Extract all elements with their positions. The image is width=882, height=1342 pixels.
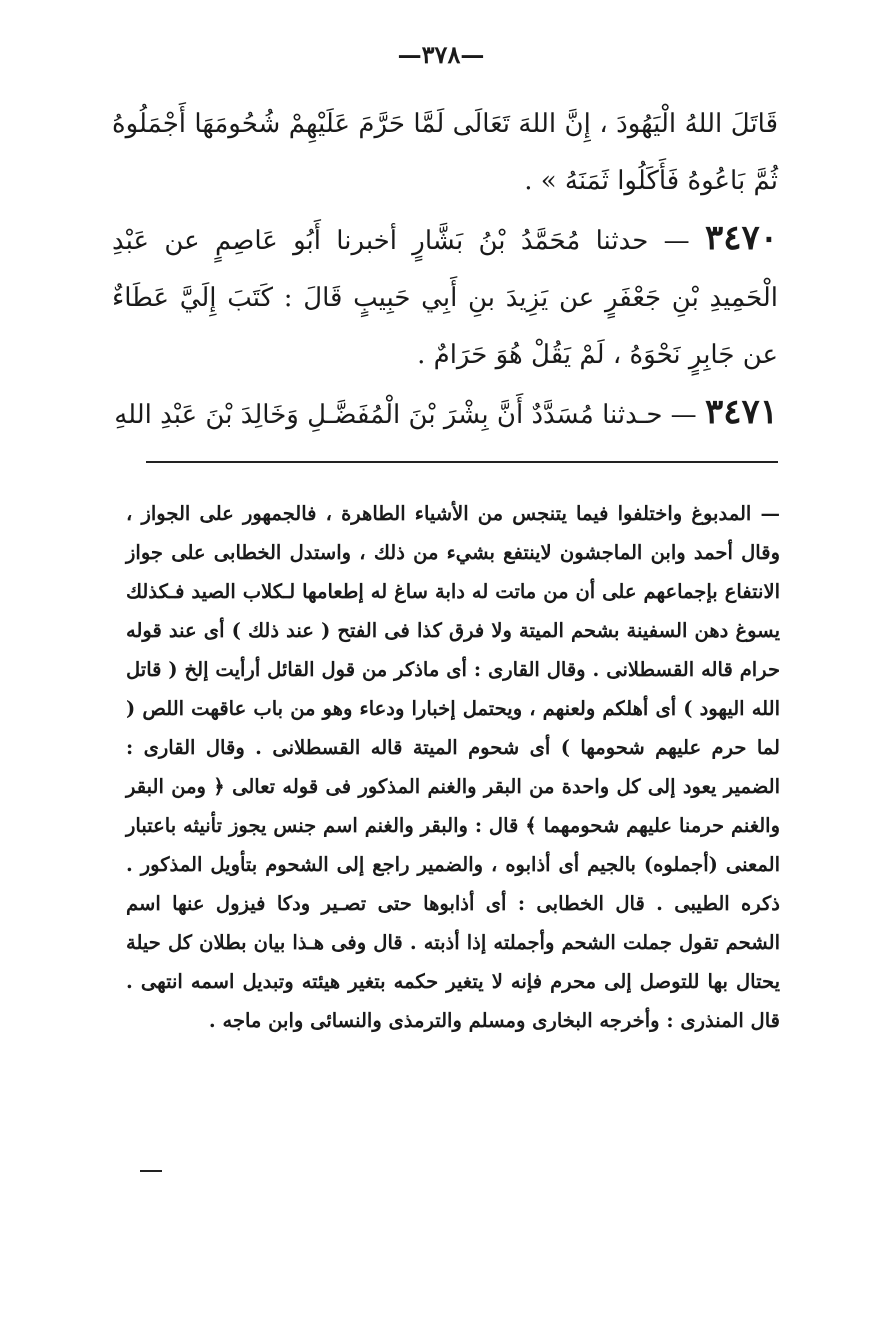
main-hadith-text xyxy=(112,96,778,444)
commentary-footnote xyxy=(126,494,780,1040)
hadith-number: ٣٤٧١ xyxy=(704,392,778,432)
page-number: —٣٧٨— xyxy=(397,40,485,69)
hadith-3471 xyxy=(112,384,778,444)
hadith-text: — حـدثنا مُسَدَّدٌ أَنَّ بِشْرَ بْنَ الْمُفَضَّـلِ وَخَالِدَ بْنَ عَبْدِ اللهِ xyxy=(114,400,697,430)
hadith-continuation: قَاتَلَ اللهُ الْيَهُودَ ، إِنَّ اللهَ تَعَالَى لَمَّا حَرَّمَ عَلَيْهِمْ شُحُومَهَا أَجْمَلُوهُ ثُمَّ بَاعُوهُ فَأَكَلُوا ثَمَنَهُ » . xyxy=(112,109,778,196)
footnote-divider xyxy=(146,461,778,463)
continuation-dash xyxy=(140,1170,162,1172)
commentary-text: — المدبوغ واختلفوا فيما يتنجس من الأشياء الطاهرة ، فالجمهور على الجواز ، وقال أحمد وابن الماجشون لاينتفع بشيء من ذلك ، واستدل الخطابى على جواز الانتفاع بإجماعهم على أن من ماتت له دابة ساغ له إطعامها لـكلاب الصيد فـكذلك يسوغ دهن السفينة بشحم الميتة ولا فرق كذا فى الفتح ( عند ذلك ) أى عند قوله حرام قاله القسطلانى . وقال القارى : أى ماذكر من قول القائل أرأيت إلخ ( قاتل الله اليهود ) أى أهلكم ولعنهم ، ويحتمل إخبارا ودعاء وهو من باب عاقهت اللص ( لما حرم عليهم شحومها ) أى شحوم الميتة قاله القسطلانى . وقال القارى : الضمير يعود إلى كل واحدة من البقر والغنم المذكور فى قوله تعالى ﴿ ومن البقر والغنم حرمنا عليهم شحومهما ﴾ قال : والبقر والغنم اسم جنس يجوز تأنيثه باعتبار المعنى (أجملوه) بالجيم أى أذابوه ، والضمير راجع إلى الشحوم بتأويل المذكور . ذكره الطيبى . قال الخطابى : أى أذابوها حتى تصـير ودكا فيزول عنها اسم الشحم تقول جملت الشحم وأجملته إذا أذبته . قال وفى هـذا بيان بطلان كل حيلة يحتال بها للتوصل إلى محرم فإنه لا يتغير حكمه بتغير هيئته وتبديل اسمه انتهى . قال المنذرى : وأخرجه البخارى ومسلم والترمذى والنسائى وابن ماجه . xyxy=(126,502,780,1032)
hadith-text: — حدثنا مُحَمَّدُ بْنُ بَشَّارٍ أخبرنا أَبُو عَاصِمٍ عن عَبْدِ الْحَمِيدِ بْنِ جَعْفَرٍ عن يَزِيدَ بنِ أَبِي حَبِيبٍ قَالَ : كَتَبَ إِلَيَّ عَطَاءٌ عن جَابِرٍ نَحْوَهُ ، لَمْ يَقُلْ هُوَ حَرَامٌ . xyxy=(112,226,778,370)
hadith-3470 xyxy=(112,210,778,384)
hadith-number: ٣٤٧٠ xyxy=(704,218,778,258)
